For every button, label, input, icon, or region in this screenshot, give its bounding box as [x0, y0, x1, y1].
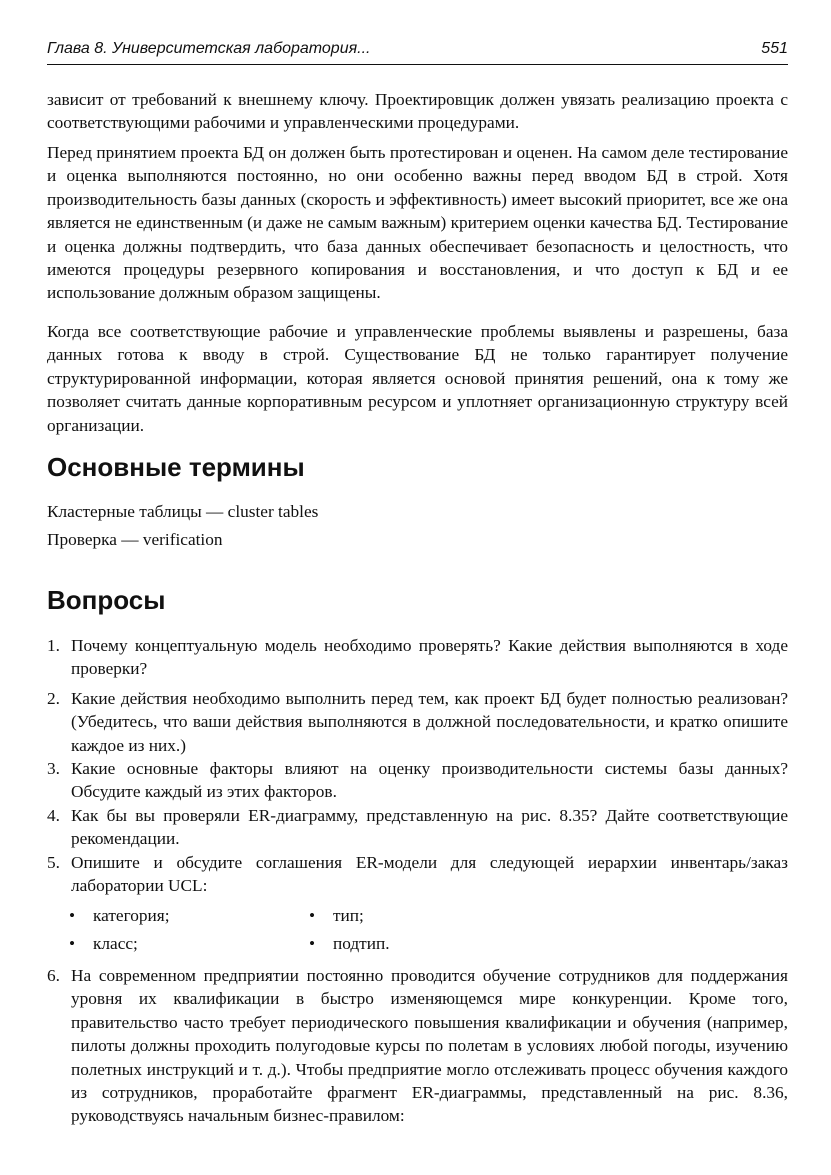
paragraph: [47, 320, 788, 437]
paragraph-text: Когда все соответствующие рабочие и управленческие проблемы выявлены и разрешены, база данных готова к вводу в строй. Существование БД не только гарантирует получение структурированной информации, которая является основой принятия решений, она к тому же позволяет считать данные корпоративным ресурсом и уплотняет организационную структуру всей организации.: [47, 322, 788, 435]
question-number: 2.: [47, 689, 60, 708]
bullet-glyph: •: [69, 906, 76, 925]
paragraph: [47, 88, 788, 135]
question-number: 4.: [47, 806, 60, 825]
question-number: 6.: [47, 966, 60, 985]
bullet-text: тип;: [333, 906, 364, 925]
chapter-title: Глава 8. Университетская лаборатория...: [47, 40, 371, 57]
paragraph: [47, 141, 788, 305]
term-item: Проверка — verification: [47, 530, 223, 549]
page-number: 551: [761, 40, 788, 57]
question-text: Почему концептуальную модель необходимо проверять? Какие действия выполняются в ходе проверки?: [71, 636, 788, 679]
question-number: 5.: [47, 853, 60, 872]
paragraph-text: Перед принятием проекта БД он должен быть протестирован и оценен. На самом деле тестирование и оценка выполняются постоянно, но они особенно важны перед вводом БД в строй. Хотя производительность базы данных (скорость и эффективность) имеет высокий приоритет, все же она является не единственным (и даже не самым важным) критерием оценки качества БД. Тестирование и оценка должны подтвердить, что база данных обеспечивает безопасность и целостность, что имеются процедуры резервного копирования и восстановления, и что доступ к БД и ее использование должным образом защищены.: [47, 143, 788, 303]
term-item: Кластерные таблицы — cluster tables: [47, 502, 319, 521]
question-text: Как бы вы проверяли ER-диаграмму, представленную на рис. 8.35? Дайте соответствующие рекомендации.: [71, 806, 788, 849]
bullet-text: категория;: [93, 906, 170, 925]
bullet-glyph: •: [309, 934, 316, 953]
question-text: На современном предприятии постоянно проводится обучение сотрудников для поддержания уровня их квалификации в быстро изменяющемся мире конкуренции. Кроме того, правительство часто требует периодического повышения квалификации и обучения (например, пилоты должны проходить полугодовые курсы по полетам в условиях любой погоды, изучению полетных инструкций и т. д.). Чтобы предприятие могло отслеживать процесс обучения каждого из сотрудников, проработайте фрагмент ER-диаграммы, представленный на рис. 8.36, руководствуясь начальным бизнес-правилом:: [71, 966, 788, 1126]
bullet-item: [69, 906, 170, 926]
bullet-glyph: •: [309, 906, 316, 925]
question-number: 3.: [47, 759, 60, 778]
question-text: Какие действия необходимо выполнить перед тем, как проект БД будет полностью реализован? (Убедитесь, что ваши действия выполняются в должной последовательности, и кратко опишите каждое из них.): [71, 689, 788, 755]
question-item: [47, 634, 788, 681]
question-number: 1.: [47, 636, 60, 655]
bullet-text: подтип.: [333, 934, 390, 953]
terms-heading: Основные термины: [47, 452, 305, 482]
bullet-text: класс;: [93, 934, 138, 953]
question-item: [47, 757, 788, 804]
question-item: [47, 687, 788, 757]
bullet-item: [309, 934, 390, 954]
bullet-item: [69, 934, 138, 954]
running-header: [47, 40, 788, 64]
question-item: [47, 964, 788, 1128]
question-item: [47, 804, 788, 851]
question-text: Опишите и обсудите соглашения ER-модели для следующей иерархии инвентарь/заказ лаборатории UCL:: [71, 853, 788, 896]
question-text: Какие основные факторы влияют на оценку производительности системы базы данных? Обсудите каждый из этих факторов.: [71, 759, 788, 802]
bullet-item: [309, 906, 364, 926]
question-item: [47, 851, 788, 898]
paragraph-text: зависит от требований к внешнему ключу. Проектировщик должен увязать реализацию проекта с соответствующими рабочими и управленческими процедурами.: [47, 90, 788, 133]
header-rule: [47, 64, 788, 65]
questions-heading: Вопросы: [47, 585, 166, 615]
bullet-glyph: •: [69, 934, 76, 953]
